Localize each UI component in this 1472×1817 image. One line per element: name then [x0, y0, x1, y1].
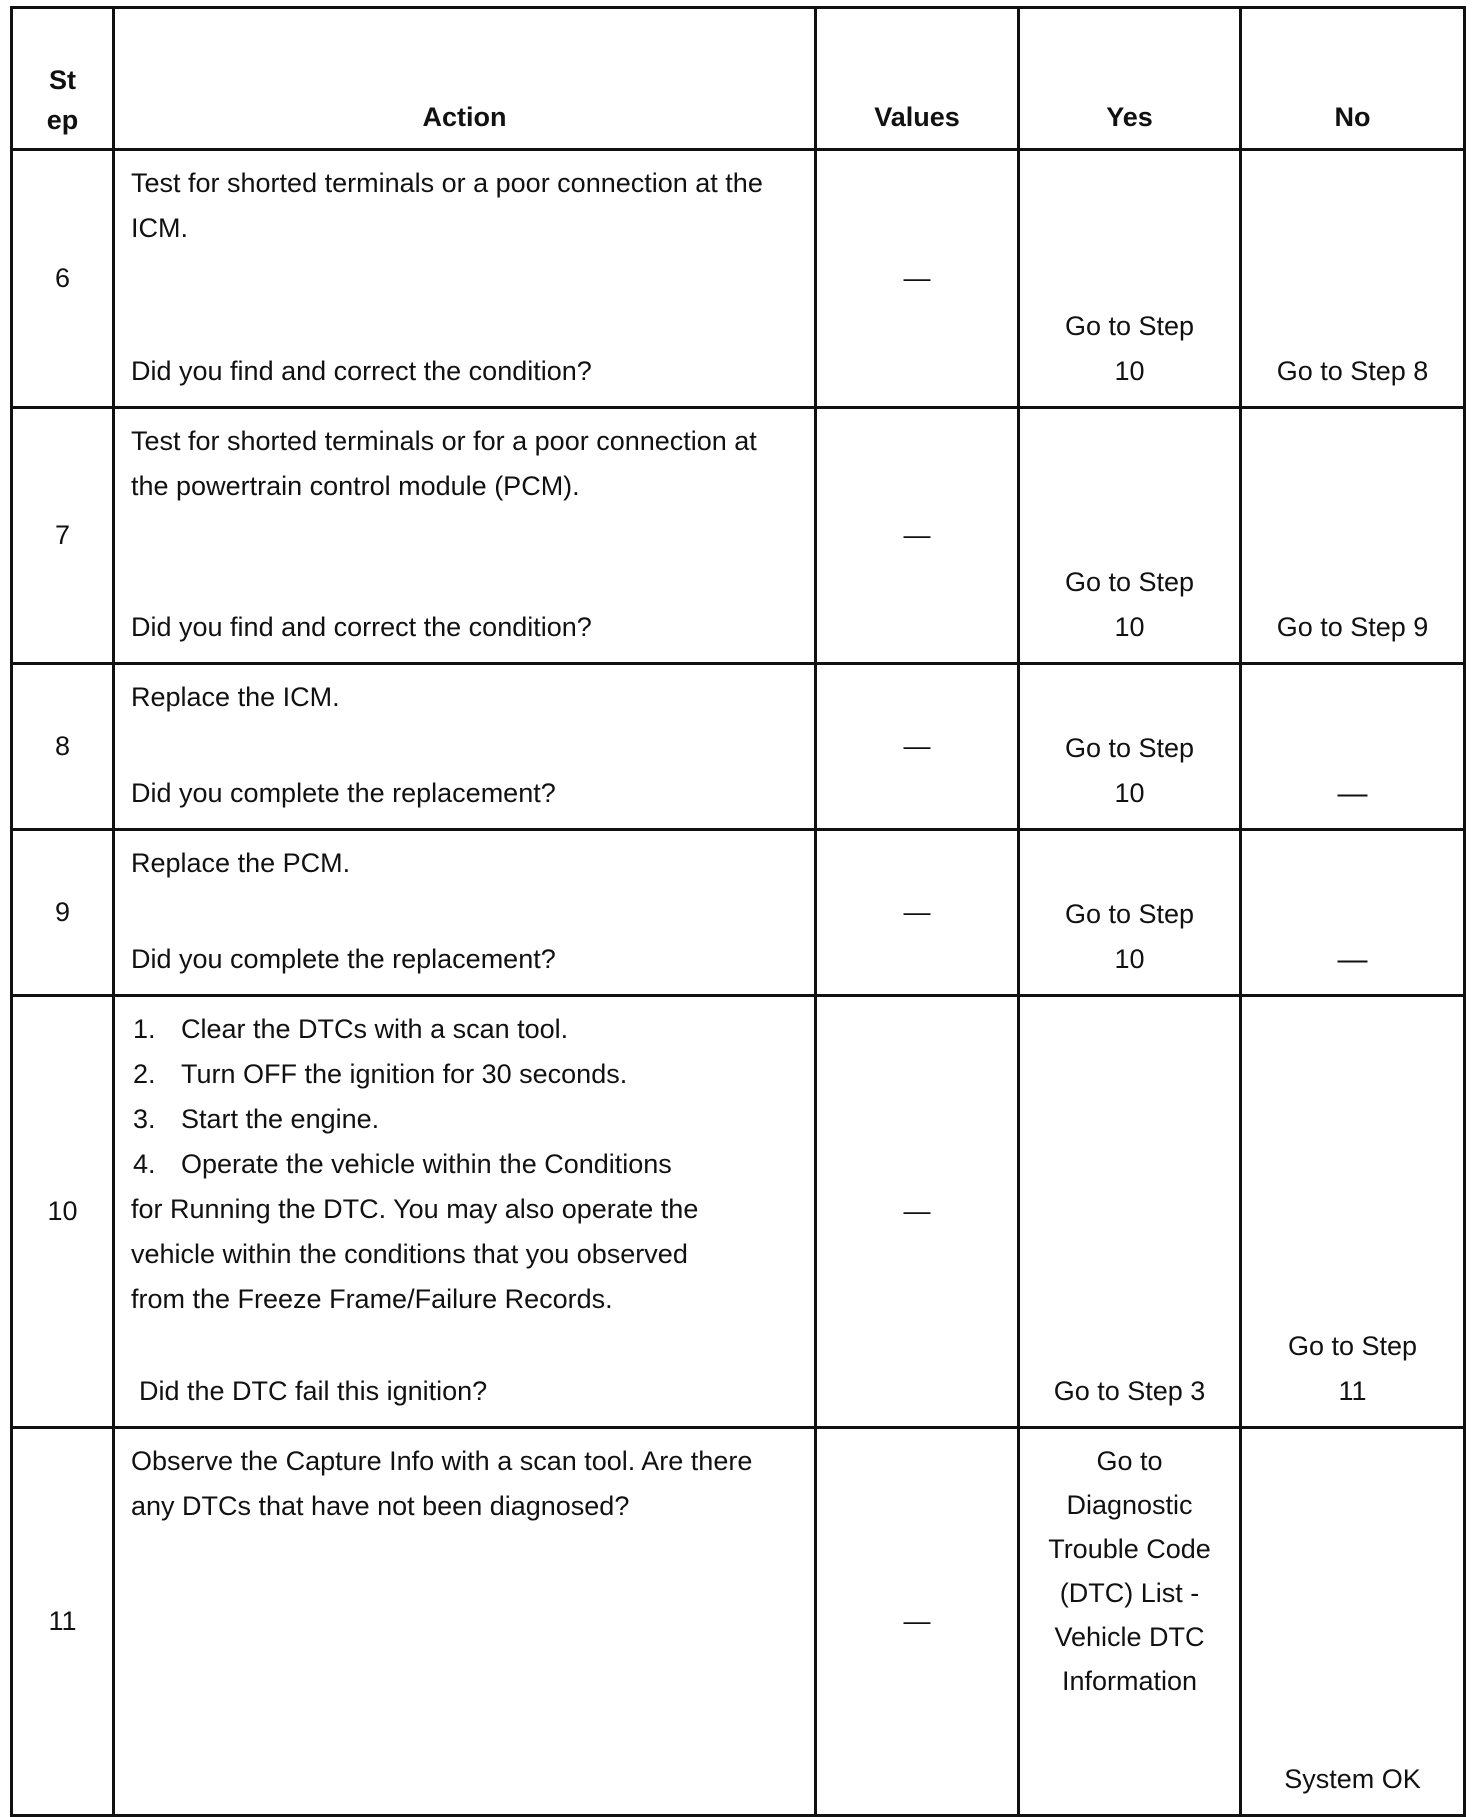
list-item — [131, 1052, 800, 1097]
table-row — [12, 150, 1465, 408]
table-row — [12, 408, 1465, 664]
no-cell: System OK — [1241, 1428, 1465, 1816]
action-continuation: for Running the DTC. You may also operate the vehicle within the conditions that you observed from the Freeze Frame/Failure Records. — [131, 1194, 699, 1314]
table-row — [12, 996, 1465, 1428]
no-cell — [1241, 996, 1465, 1428]
list-item-text: Clear the DTCs with a scan tool. — [181, 1014, 569, 1044]
action-cell — [114, 830, 816, 996]
no-cell: Go to Step 9 — [1241, 408, 1465, 664]
step-number: 9 — [12, 830, 114, 996]
no-text: Go to Step 11 — [1287, 1331, 1418, 1406]
action-cell — [114, 1428, 816, 1816]
step-number: 7 — [12, 408, 114, 664]
yes-text: Go to Diagnostic Trouble Code (DTC) List - Vehicle DTC Information — [1048, 1446, 1211, 1696]
values-cell: — — [816, 830, 1019, 996]
action-question: Did you find and correct the condition? — [131, 612, 592, 642]
list-item — [131, 1097, 800, 1142]
action-text: Replace the PCM. — [131, 848, 351, 878]
action-cell — [114, 150, 816, 408]
yes-text: Go to Step 10 — [1064, 733, 1195, 808]
step-number: 11 — [12, 1428, 114, 1816]
header-action: Action — [114, 8, 816, 150]
step-number: 8 — [12, 664, 114, 830]
values-cell: — — [816, 664, 1019, 830]
yes-text: Go to Step 10 — [1064, 311, 1195, 386]
action-question: Did you complete the replacement? — [131, 778, 556, 808]
action-steps-list — [131, 1007, 800, 1187]
yes-cell — [1019, 1428, 1241, 1816]
values-cell: — — [816, 150, 1019, 408]
yes-cell — [1019, 150, 1241, 408]
header-row — [12, 8, 1465, 150]
action-cell — [114, 996, 816, 1428]
list-item-text: Operate the vehicle within the Conditions — [181, 1149, 672, 1179]
diagnostic-table — [10, 6, 1466, 1817]
action-question: Did the DTC fail this ignition? — [139, 1376, 488, 1406]
table-row — [12, 664, 1465, 830]
list-item-text: Turn OFF the ignition for 30 seconds. — [181, 1059, 628, 1089]
no-cell: — — [1241, 664, 1465, 830]
yes-text: Go to Step 10 — [1064, 567, 1195, 642]
yes-cell: Go to Step 3 — [1019, 996, 1241, 1428]
yes-cell — [1019, 408, 1241, 664]
list-item — [131, 1142, 800, 1187]
yes-cell — [1019, 664, 1241, 830]
table-row — [12, 1428, 1465, 1816]
step-number: 10 — [12, 996, 114, 1428]
action-text: Observe the Capture Info with a scan tool. Are there any DTCs that have not been diagnosed? — [131, 1446, 753, 1521]
action-text: Test for shorted terminals or a poor connection at the ICM. — [131, 168, 763, 243]
list-item-number: 2. — [133, 1059, 156, 1089]
table-row — [12, 830, 1465, 996]
action-text: Test for shorted terminals or for a poor connection at the powertrain control module (PCM). — [131, 426, 757, 501]
action-question: Did you find and correct the condition? — [131, 356, 592, 386]
action-question: Did you complete the replacement? — [131, 944, 556, 974]
list-item-text: Start the engine. — [181, 1104, 380, 1134]
step-number: 6 — [12, 150, 114, 408]
yes-text: Go to Step 10 — [1064, 899, 1195, 974]
action-text: Replace the ICM. — [131, 682, 340, 712]
values-cell: — — [816, 1428, 1019, 1816]
list-item-number: 4. — [133, 1149, 156, 1179]
list-item — [131, 1007, 800, 1052]
header-yes: Yes — [1019, 8, 1241, 150]
header-no: No — [1241, 8, 1465, 150]
yes-cell — [1019, 830, 1241, 996]
list-item-number: 1. — [133, 1014, 156, 1044]
header-values: Values — [816, 8, 1019, 150]
header-step: St ep — [12, 8, 114, 150]
list-item-number: 3. — [133, 1104, 156, 1134]
no-cell: Go to Step 8 — [1241, 150, 1465, 408]
action-cell — [114, 408, 816, 664]
values-cell: — — [816, 408, 1019, 664]
no-cell: — — [1241, 830, 1465, 996]
action-cell — [114, 664, 816, 830]
values-cell: — — [816, 996, 1019, 1428]
